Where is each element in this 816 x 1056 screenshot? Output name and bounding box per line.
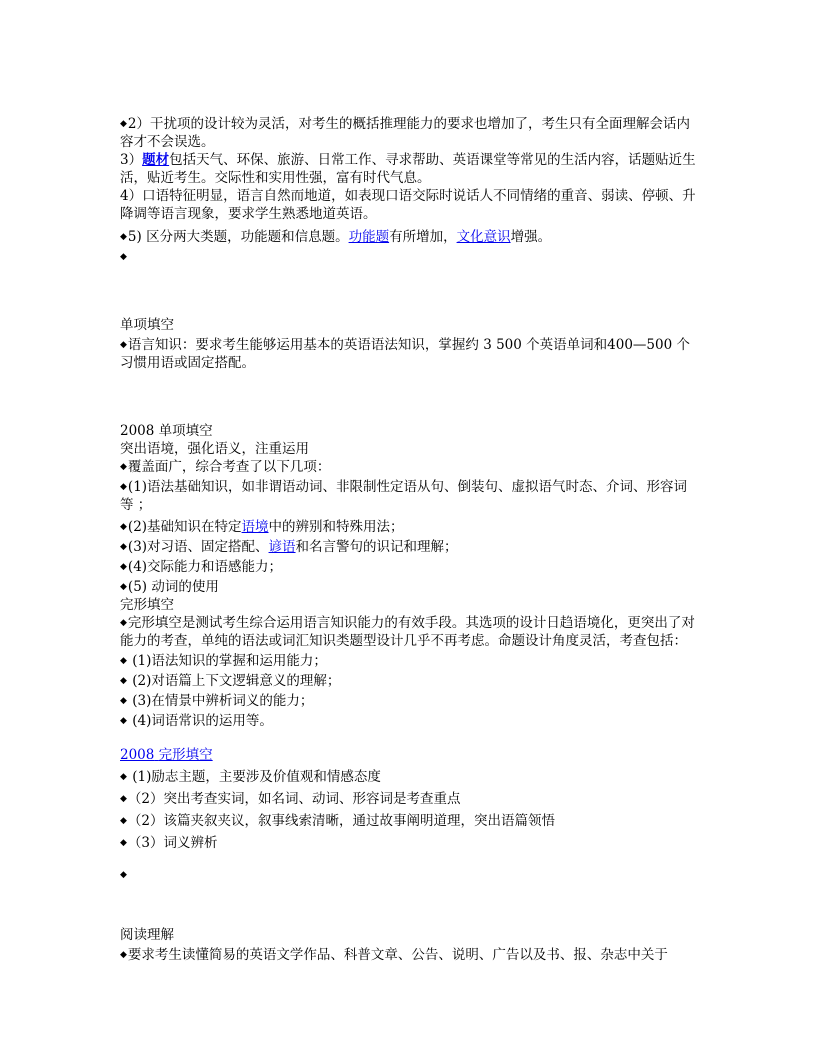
list-item: ◆ (2)对语篇上下文逻辑意义的理解；: [120, 673, 341, 689]
diamond-bullet-icon: ◆: [120, 772, 127, 782]
diamond-bullet-icon: ◆: [120, 482, 127, 492]
heading-cloze: 完形填空: [120, 597, 174, 613]
empty-bullet-line: [120, 248, 700, 266]
list-item: ◆ (3)在情景中辨析词义的能力；: [120, 693, 314, 709]
list-item: ◆（2）该篇夹叙夹议，叙事线索清晰，通过故事阐明道理，突出语篇领悟: [120, 813, 556, 829]
list-item: ◆(4)交际能力和语感能力；: [120, 559, 283, 575]
empty-bullet-line: [120, 866, 700, 884]
subheading-context: 突出语境，强化语义，注重运用: [120, 441, 309, 457]
diamond-bullet-icon: ◆: [120, 618, 127, 628]
list-item: ◆(2)基础知识在特定语境中的辨别和特殊用法；: [120, 519, 404, 535]
diamond-bullet-icon: ◆: [120, 676, 127, 686]
paragraph-language-knowledge: ◆语言知识：要求考生能够运用基本的英语语法知识，掌握约 3 500 个英语单词和400—500 个习惯用语或固定搭配。: [120, 337, 690, 371]
diamond-bullet-icon: ◆: [120, 562, 127, 572]
link-context[interactable]: 语境: [241, 519, 269, 535]
paragraph-interference-options: ◆2）干扰项的设计较为灵活，对考生的概括推理能力的要求也增加了，考生只有全面理解会话内容才不会误选。: [120, 116, 691, 150]
diamond-bullet-icon: ◆: [120, 816, 127, 826]
diamond-bullet-icon: ◆: [120, 794, 127, 804]
link-topic-material[interactable]: 题材: [142, 152, 170, 168]
diamond-bullet-icon: ◆: [120, 870, 127, 880]
paragraph-spoken-features: 4）口语特征明显，语言自然而地道，如表现口语交际时说话人不同情绪的重音、弱读、停顿、升降调等语言现象，要求学生熟悉地道英语。: [120, 188, 696, 222]
heading-single-choice: 单项填空: [120, 317, 174, 333]
list-item: ◆ (1)励志主题，主要涉及价值观和情感态度: [120, 769, 381, 785]
link-2008-cloze[interactable]: 2008 完形填空: [120, 747, 213, 763]
list-item: ◆覆盖面广，综合考查了以下几项：: [120, 459, 331, 475]
diamond-bullet-icon: ◆: [120, 462, 127, 472]
heading-2008-cloze: [120, 746, 700, 764]
link-function-questions[interactable]: 功能题: [348, 229, 390, 245]
list-item: ◆ (1)语法知识的掌握和运用能力；: [120, 653, 327, 669]
list-item: ◆(5) 动词的使用: [120, 579, 219, 595]
diamond-bullet-icon: ◆: [120, 716, 127, 726]
diamond-bullet-icon: ◆: [120, 340, 127, 350]
list-item: ◆（2）突出考查实词，如名词、动词、形容词是考查重点: [120, 791, 461, 807]
diamond-bullet-icon: ◆: [120, 232, 127, 242]
diamond-bullet-icon: ◆: [120, 542, 127, 552]
list-item: ◆ (4)词语常识的运用等。: [120, 713, 273, 729]
diamond-bullet-icon: ◆: [120, 838, 127, 848]
heading-reading: 阅读理解: [120, 927, 174, 943]
diamond-bullet-icon: ◆: [120, 522, 127, 532]
link-proverbs[interactable]: 谚语: [268, 539, 296, 555]
diamond-bullet-icon: ◆: [120, 252, 127, 262]
list-item: ◆(3)对习语、固定搭配、谚语和名言警句的识记和理解；: [120, 539, 458, 555]
document-page: [120, 115, 700, 964]
heading-2008-single-choice: 2008 单项填空: [120, 423, 213, 439]
paragraph-topics: 3）题材包括天气、环保、旅游、日常工作、寻求帮助、英语课堂等常见的生活内容，话题贴近生活，贴近考生。交际性和实用性强，富有时代气息。: [120, 152, 696, 186]
paragraph-cloze-intro: ◆完形填空是测试考生综合运用语言知识能力的有效手段。其选项的设计日趋语境化，更突出了对能力的考查，单纯的语法或词汇知识类题型设计几乎不再考虑。命题设计角度灵活，考查包括：: [120, 615, 695, 649]
diamond-bullet-icon: ◆: [120, 696, 127, 706]
paragraph-question-types: ◆5) 区分两大类题，功能题和信息题。功能题有所增加，文化意识增强。: [120, 229, 552, 245]
diamond-bullet-icon: ◆: [120, 582, 127, 592]
paragraph-reading-intro: ◆要求考生读懂简易的英语文学作品、科普文章、公告、说明、广告以及书、报、杂志中关于: [120, 947, 668, 963]
diamond-bullet-icon: ◆: [120, 119, 127, 129]
diamond-bullet-icon: ◆: [120, 656, 127, 666]
diamond-bullet-icon: ◆: [120, 950, 127, 960]
list-item: ◆（3）词义辨析: [120, 835, 218, 851]
list-item: ◆(1)语法基础知识，如非谓语动词、非限制性定语从句、倒装句、虚拟语气时态、介词、形容词等 ；: [120, 479, 688, 513]
link-cultural-awareness[interactable]: 文化意识: [456, 229, 511, 245]
